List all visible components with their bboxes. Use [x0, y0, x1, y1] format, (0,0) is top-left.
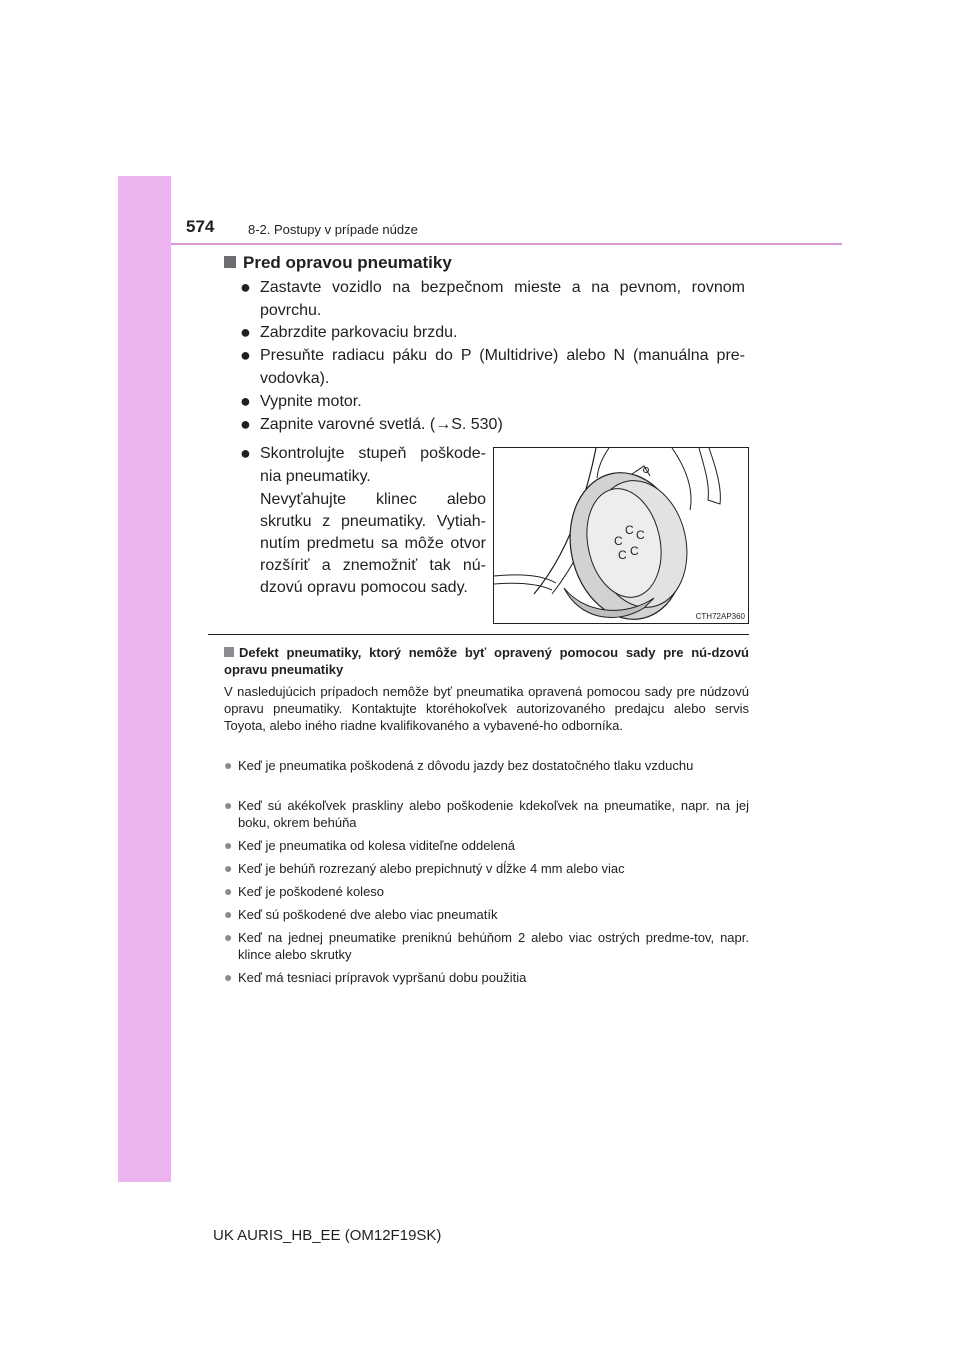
subsection-heading: Defekt pneumatiky, ktorý nemôže byť opravený pomocou sady pre nú-dzovú opravu pneumatiky	[224, 645, 749, 677]
document-footer: UK AURIS_HB_EE (OM12F19SK)	[213, 1227, 442, 1244]
spare-tire-drawing	[494, 448, 749, 624]
bullet-icon: ●	[240, 414, 251, 434]
list-item: ● Keď sú akékoľvek praskliny alebo poškodenie kdekoľvek na pneumatike, napr. na jej boku, okrem behúňa	[224, 797, 749, 830]
list-item: ● Keď je pneumatika poškodená z dôvodu jazdy bez dostatočného tlaku vzduchu	[224, 757, 694, 773]
svg-text:C: C	[618, 548, 627, 562]
bullet-icon: ●	[240, 345, 251, 365]
section-title: 8-2. Postupy v prípade núdze	[248, 222, 418, 237]
list-item: ● Zabrzdite parkovaciu brzdu.	[240, 322, 458, 342]
svg-text:C: C	[625, 523, 634, 537]
svg-text:C: C	[614, 534, 623, 548]
section-divider	[208, 634, 749, 635]
page-number: 574	[186, 217, 215, 236]
bullet-icon: ●	[240, 443, 251, 463]
sidebar-tab	[118, 176, 171, 1182]
section-heading-text: Pred opravou pneumatiky	[243, 253, 452, 272]
bullet-icon: ●	[240, 277, 251, 297]
bullet-icon: ●	[224, 757, 233, 773]
bullet-icon: ●	[240, 322, 251, 342]
list-item: ● Keď je pneumatika od kolesa viditeľne oddelená	[224, 837, 516, 853]
bullet-icon: ●	[240, 391, 251, 411]
list-item: ● Keď je behúň rozrezaný alebo prepichnutý v dĺžke 4 mm alebo viac	[224, 860, 625, 876]
bullet-icon: ●	[224, 797, 233, 813]
list-item: ● Zapnite varovné svetlá. (→S. 530)	[240, 414, 503, 434]
list-item: ● Vypnite motor.	[240, 391, 362, 411]
bullet-icon: ●	[224, 883, 233, 899]
subsection-intro: V nasledujúcich prípadoch nemôže byť pneumatika opravená pomocou sady pre núdzovú opravu pneumatiky. Kontaktujte ktoréhokoľvek autorizovaného predajcu alebo servis Toyota, alebo iného riadne kvalifikovaného a vybavené-ho odborníka.	[224, 684, 749, 733]
list-item: ● Keď má tesniaci prípravok vypršanú dobu použitia	[224, 969, 527, 985]
warning-note: Nevyťahujte klinec alebo skrutku z pneumatiky. Vytiah-nutím predmetu sa môže otvor rozšíriť a znemožniť tak nú-dzovú opravu pomocou sady.	[260, 491, 486, 596]
figure-code: CTH72AP360	[695, 612, 745, 621]
bullet-icon: ●	[224, 860, 233, 876]
tire-illustration	[493, 447, 749, 624]
bullet-icon: ●	[224, 969, 233, 985]
list-item: ● Skontrolujte stupeň poškode-nia pneumatiky.	[240, 443, 486, 485]
svg-text:C: C	[636, 528, 645, 542]
square-bullet-icon	[224, 256, 236, 268]
square-bullet-icon	[224, 647, 234, 657]
bullet-icon: ●	[224, 929, 233, 945]
list-item: ● Presuňte radiacu páku do P (Multidrive) alebo N (manuálna pre-vodovka).	[240, 345, 745, 387]
header-divider	[171, 243, 842, 245]
list-item: ● Keď je poškodené koleso	[224, 883, 385, 899]
list-item: ● Zastavte vozidlo na bezpečnom mieste a na pevnom, rovnom povrchu.	[240, 277, 745, 319]
list-item: ● Keď na jednej pneumatike preniknú behúňom 2 alebo viac ostrých predme-tov, napr. klince alebo skrutky	[224, 929, 749, 962]
list-item: ● Keď sú poškodené dve alebo viac pneumatík	[224, 906, 498, 922]
bullet-icon: ●	[224, 837, 233, 853]
section-heading	[224, 253, 452, 273]
svg-text:C: C	[630, 544, 639, 558]
bullet-icon: ●	[224, 906, 233, 922]
